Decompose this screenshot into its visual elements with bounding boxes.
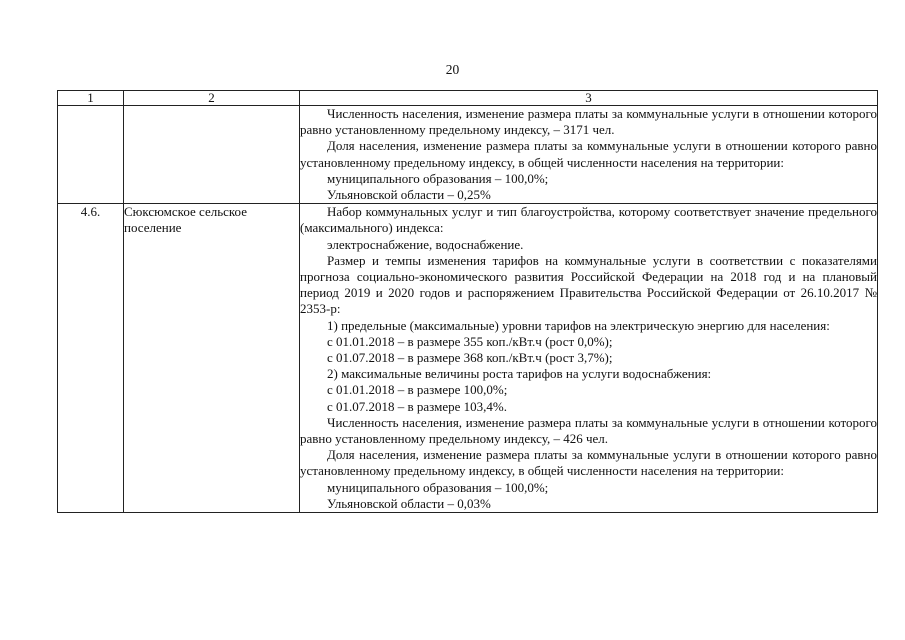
description-paragraph: Ульяновской области – 0,03% (327, 495, 491, 511)
description-paragraph: муниципального образования – 100,0%; (327, 479, 549, 495)
column-header-2: 2 (124, 91, 300, 106)
description-paragraph: с 01.07.2018 – в размере 368 коп./кВт.ч (рост 3,7%); (327, 350, 613, 366)
description-paragraph: электроснабжение, водоснабжение. (327, 236, 524, 252)
description-paragraph: 1) предельные (максимальные) уровни тарифов на электрическую энергию для населения: (327, 317, 830, 333)
settlement-name-cell (124, 106, 300, 204)
column-header-3: 3 (300, 91, 878, 106)
description-paragraph: Ульяновской области – 0,25% (327, 187, 491, 203)
column-header-1: 1 (58, 91, 124, 106)
description-paragraph: Набор коммунальных услуг и тип благоустройства, которому соответствует значение предельного (максимального) индекса: (300, 204, 877, 236)
description-paragraph: Численность населения, изменение размера платы за коммунальные услуги в отношении которого равно установленному предельному индексу, – 3171 чел. (300, 106, 877, 138)
page-number: 20 (445, 62, 460, 77)
document-table (57, 90, 878, 513)
description-paragraph: Численность населения, изменение размера платы за коммунальные услуги в отношении которого равно установленному предельному индексу, – 426 чел. (300, 414, 877, 447)
description-paragraph: Доля населения, изменение размера платы за коммунальные услуги в отношении которого равно установленному предельному индексу, в общей численности населения на территории: (300, 447, 877, 479)
description-cell (300, 106, 878, 204)
table-row (58, 204, 878, 513)
description-paragraph: с 01.01.2018 – в размере 100,0%; (327, 382, 508, 398)
row-number-cell (58, 106, 124, 204)
description-paragraph: с 01.01.2018 – в размере 355 коп./кВт.ч (рост 0,0%); (327, 333, 613, 349)
description-paragraph: Размер и темпы изменения тарифов на коммунальные услуги в соответствии с показателями прогноза социально-экономического развития Российской Федерации на 2018 год и на плановый период 2019 и 2020 годов и распоряжением Правительства Российской Федерации от 26.10.2017 № 2353-р: (300, 252, 877, 317)
description-cell (300, 204, 878, 513)
description-paragraph: 2) максимальные величины роста тарифов на услуги водоснабжения: (327, 366, 712, 382)
table-header-row (58, 91, 878, 106)
row-number-cell: 4.6. (58, 204, 124, 513)
settlement-name-cell: Сюксюмское сельское поселение (124, 204, 300, 513)
table-row (58, 106, 878, 204)
description-paragraph: с 01.07.2018 – в размере 103,4%. (327, 398, 507, 414)
description-paragraph: муниципального образования – 100,0%; (327, 170, 549, 186)
description-paragraph: Доля населения, изменение размера платы за коммунальные услуги в отношении которого равно установленному предельному индексу, в общей численности населения на территории: (300, 138, 877, 170)
